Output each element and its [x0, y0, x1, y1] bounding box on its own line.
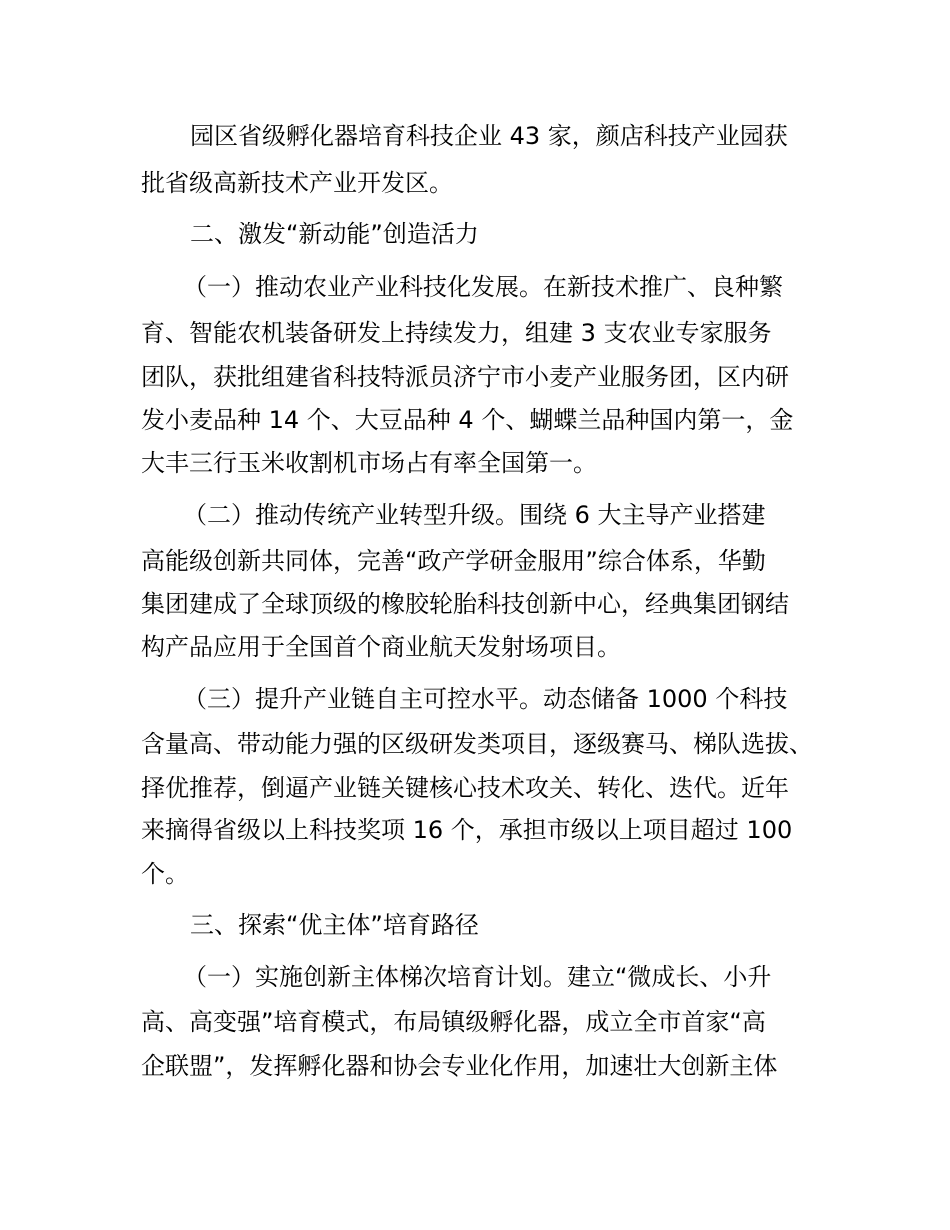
- text-line: 批省级高新技术产业开发区。: [141, 169, 453, 197]
- text-line: 择优推荐，倒逼产业链关键核心技术攻关、转化、迭代。近年: [141, 774, 789, 802]
- text-line: 园区省级孵化器培育科技企业 43 家，颜店科技产业园获: [190, 122, 788, 150]
- text-line: 发小麦品种 14 个、大豆品种 4 个、蝴蝶兰品种国内第一，金: [141, 406, 794, 434]
- text-line: 大丰三行玉米收割机市场占有率全国第一。: [141, 449, 597, 477]
- text-line: 含量高、带动能力强的区级研发类项目，逐级赛马、梯队选拔、: [141, 730, 813, 758]
- section-heading: 三、探索“优主体”培育路径: [190, 911, 479, 939]
- text-line: 团队，获批组建省科技特派员济宁市小麦产业服务团，区内研: [141, 363, 789, 391]
- text-line: 企联盟”，发挥孵化器和协会专业化作用，加速壮大创新主体: [141, 1052, 778, 1080]
- text-line: 高、高变强”培育模式，布局镇级孵化器，成立全市首家“高: [141, 1008, 766, 1036]
- text-line: 来摘得省级以上科技奖项 16 个，承担市级以上项目超过 100: [141, 816, 793, 844]
- text-line: 高能级创新共同体，完善“政产学研金服用”综合体系，华勤: [141, 547, 766, 575]
- paragraph-start-line: （一）推动农业产业科技化发展。在新技术推广、良种繁: [183, 273, 783, 301]
- text-line: 集团建成了全球顶级的橡胶轮胎科技创新中心，经典集团钢结: [141, 590, 789, 618]
- paragraph-start-line: （三）提升产业链自主可控水平。动态储备 1000 个科技: [183, 685, 788, 713]
- paragraph-start-line: （一）实施创新主体梯次培育计划。建立“微成长、小升: [183, 963, 772, 991]
- section-heading: 二、激发“新动能”创造活力: [190, 220, 479, 248]
- text-line: 育、智能农机装备研发上持续发力，组建 3 支农业专家服务: [141, 319, 772, 347]
- text-line: 个。: [141, 860, 189, 888]
- paragraph-start-line: （二）推动传统产业转型升级。围绕 6 大主导产业搭建: [183, 501, 766, 529]
- text-line: 构产品应用于全国首个商业航天发射场项目。: [141, 633, 621, 661]
